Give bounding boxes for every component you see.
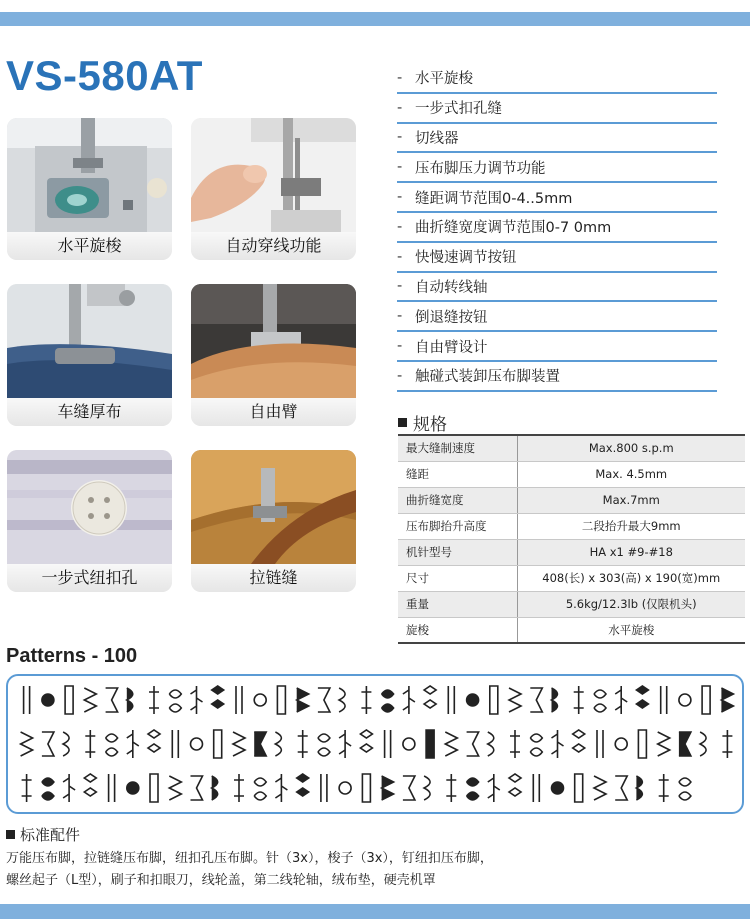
feature-item: - 倒退缝按钮 (397, 302, 717, 332)
stitch-pattern-icon (426, 730, 434, 758)
stitch-pattern-icon (636, 686, 648, 708)
accessories-text: 万能压布脚，拉链缝压布脚，纽扣孔压布脚。针（3x），梭子（3x），钉纽扣压布脚， 螺丝起子（L型），刷子和扣眼刀，线轮盖，第二线轮轴，绒布垫，硬壳机罩 (6, 851, 493, 888)
table-row: 缝距 Max. 4.5mm (398, 461, 745, 487)
stitch-pattern-icon (615, 776, 627, 800)
stitch-pattern-icon (360, 730, 372, 752)
auto-threader-photo (191, 118, 356, 232)
specs-table (398, 434, 745, 644)
photo-card-free-arm (191, 284, 356, 426)
stitch-pattern-icon (212, 776, 218, 800)
stitch-pattern-icon (700, 732, 706, 756)
stitch-pattern-icon (318, 734, 330, 756)
photo-caption: 水平旋梭 (7, 232, 172, 260)
stitch-pattern-icon (84, 688, 96, 712)
stitch-pattern-icon (445, 732, 457, 756)
stitch-pattern-icon (679, 778, 691, 800)
photo-card-buttonhole (7, 450, 172, 592)
table-row: 尺寸 408(长) x 303(高) x 190(宽)mm (398, 565, 745, 591)
stitch-pattern-icon (254, 778, 266, 800)
stitch-pattern-icon (109, 774, 115, 802)
stitch-pattern-icon (552, 688, 558, 712)
stitch-pattern-icon (448, 686, 454, 714)
photo-caption: 车缝厚布 (7, 398, 172, 426)
stitch-pattern-icon (552, 782, 564, 794)
rotary-hook-photo (7, 118, 172, 232)
stitch-pattern-icon (385, 730, 391, 758)
stitch-pattern-icon (721, 688, 733, 712)
stitch-pattern-icon (85, 730, 95, 758)
stitch-pattern-icon (339, 688, 345, 712)
patterns-panel (6, 674, 744, 814)
stitch-pattern-icon (509, 688, 521, 712)
stitch-pattern-icon (149, 686, 159, 714)
stitch-pattern-icon (403, 686, 415, 714)
stitch-pattern-icon (679, 694, 691, 706)
stitch-pattern-icon (679, 732, 691, 756)
stitch-pattern-icon (467, 732, 479, 756)
stitch-pattern-icon (150, 774, 158, 802)
stitch-pattern-icon (169, 690, 181, 712)
table-row: 最大缝制速度 Max.800 s.p.m (398, 435, 745, 461)
stitch-pattern-icon (169, 776, 181, 800)
stitch-pattern-icon (573, 730, 585, 752)
photo-caption: 自由臂 (191, 398, 356, 426)
stitch-pattern-icon (214, 730, 222, 758)
stitch-pattern-icon (298, 730, 308, 758)
stitch-pattern-icon (22, 774, 32, 802)
stitch-pattern-icon (233, 732, 245, 756)
stitch-pattern-icon (106, 688, 118, 712)
photo-card-auto-threader (191, 118, 356, 260)
feature-item: - 触碰式装卸压布脚装置 (397, 362, 717, 392)
stitch-pattern-icon (424, 686, 436, 708)
stitch-pattern-icon (722, 730, 732, 758)
stitch-pattern-icon (21, 732, 33, 756)
stitch-pattern-icon (597, 730, 603, 758)
buttonhole-photo (7, 450, 172, 564)
free-arm-photo (191, 284, 356, 398)
stitch-pattern-icon (382, 690, 394, 712)
thick-fabric-photo (7, 284, 172, 398)
stitch-pattern-icon (84, 774, 96, 796)
feature-item: - 快慢速调节按钮 (397, 243, 717, 273)
patterns-title: Patterns - 100 (6, 645, 138, 667)
table-row: 旋梭 水平旋梭 (398, 617, 745, 643)
stitch-pattern-icon (65, 686, 73, 714)
zipper-photo (191, 450, 356, 564)
stitch-pattern-icon (339, 730, 351, 758)
stitch-pattern-icon (297, 688, 309, 712)
stitch-pattern-icon (490, 686, 498, 714)
stitch-pattern-icon (63, 732, 69, 756)
stitch-pattern-icon (382, 776, 394, 800)
stitch-pattern-icon (661, 686, 667, 714)
stitch-pattern-icon (488, 774, 500, 802)
stitch-pattern-icon (63, 774, 75, 802)
stitch-pattern-icon (362, 774, 370, 802)
stitch-pattern-icon (42, 694, 54, 706)
stitch-pattern-icon (361, 686, 371, 714)
accessories-heading: 标准配件 (6, 824, 80, 845)
stitch-pattern-icon (594, 776, 606, 800)
stitch-pattern-icon (446, 774, 456, 802)
stitch-patterns-grid (8, 676, 742, 812)
stitch-pattern-icon (467, 694, 479, 706)
stitch-pattern-icon (575, 774, 583, 802)
feature-item: - 自由臂设计 (397, 332, 717, 362)
stitch-pattern-icon (702, 686, 710, 714)
stitch-pattern-icon (615, 738, 627, 750)
table-row: 曲折缝宽度 Max.7mm (398, 487, 745, 513)
stitch-pattern-icon (552, 730, 564, 758)
stitch-pattern-icon (254, 732, 266, 756)
feature-list (397, 64, 717, 392)
feature-item: - 切线器 (397, 124, 717, 154)
stitch-pattern-icon (659, 774, 669, 802)
stitch-pattern-icon (321, 774, 327, 802)
feature-item: - 压布脚压力调节功能 (397, 153, 717, 183)
square-bullet-icon (6, 830, 15, 839)
stitch-pattern-icon (191, 738, 203, 750)
feature-item: - 曲折缝宽度调节范围0-7 0mm (397, 213, 717, 243)
stitch-pattern-icon (172, 730, 178, 758)
model-title: VS-580AT (6, 52, 203, 99)
stitch-pattern-icon (403, 738, 415, 750)
stitch-pattern-icon (424, 776, 430, 800)
bottom-band (0, 904, 750, 919)
stitch-pattern-icon (275, 774, 287, 802)
stitch-pattern-icon (318, 688, 330, 712)
stitch-pattern-icon (254, 694, 266, 706)
stitch-pattern-icon (42, 732, 54, 756)
table-row: 重量 5.6kg/12.3lb (仅限机头) (398, 591, 745, 617)
stitch-pattern-icon (594, 690, 606, 712)
specs-heading: 规格 (398, 410, 447, 435)
stitch-pattern-icon (574, 686, 584, 714)
stitch-pattern-icon (467, 778, 479, 800)
stitch-pattern-icon (636, 776, 642, 800)
feature-item: - 一步式扣孔缝 (397, 94, 717, 124)
square-bullet-icon (398, 418, 407, 427)
feature-item: - 水平旋梭 (397, 64, 717, 94)
stitch-pattern-icon (24, 686, 30, 714)
stitch-pattern-icon (127, 730, 139, 758)
stitch-pattern-icon (234, 774, 244, 802)
stitch-pattern-icon (530, 734, 542, 756)
stitch-pattern-icon (297, 774, 309, 796)
stitch-pattern-icon (106, 734, 118, 756)
photo-card-thick-fabric (7, 284, 172, 426)
feature-item: - 缝距调节范围0-4..5mm (397, 183, 717, 213)
stitch-pattern-icon (236, 686, 242, 714)
photo-caption: 一步式纽扣孔 (7, 564, 172, 592)
top-band (0, 12, 750, 26)
feature-item: - 自动转线轴 (397, 273, 717, 303)
stitch-pattern-icon (191, 686, 203, 714)
stitch-pattern-icon (530, 688, 542, 712)
stitch-pattern-icon (191, 776, 203, 800)
table-row: 压布脚抬升高度 二段抬升最大9mm (398, 513, 745, 539)
stitch-pattern-icon (127, 782, 139, 794)
stitch-pattern-icon (533, 774, 539, 802)
stitch-pattern-icon (509, 774, 521, 796)
stitch-pattern-icon (638, 730, 646, 758)
photo-caption: 拉链缝 (191, 564, 356, 592)
stitch-pattern-icon (488, 732, 494, 756)
table-row: 机针型号 HA x1 #9-#18 (398, 539, 745, 565)
stitch-pattern-icon (339, 782, 351, 794)
stitch-pattern-icon (42, 778, 54, 800)
photo-card-zipper (191, 450, 356, 592)
photo-caption: 自动穿线功能 (191, 232, 356, 260)
stitch-pattern-icon (403, 776, 415, 800)
stitch-pattern-icon (510, 730, 520, 758)
photo-card-rotary-hook (7, 118, 172, 260)
stitch-pattern-icon (277, 686, 285, 714)
stitch-pattern-icon (275, 732, 281, 756)
stitch-pattern-icon (127, 688, 133, 712)
stitch-pattern-icon (148, 730, 160, 752)
stitch-pattern-icon (212, 686, 224, 708)
stitch-pattern-icon (658, 732, 670, 756)
stitch-pattern-icon (615, 686, 627, 714)
